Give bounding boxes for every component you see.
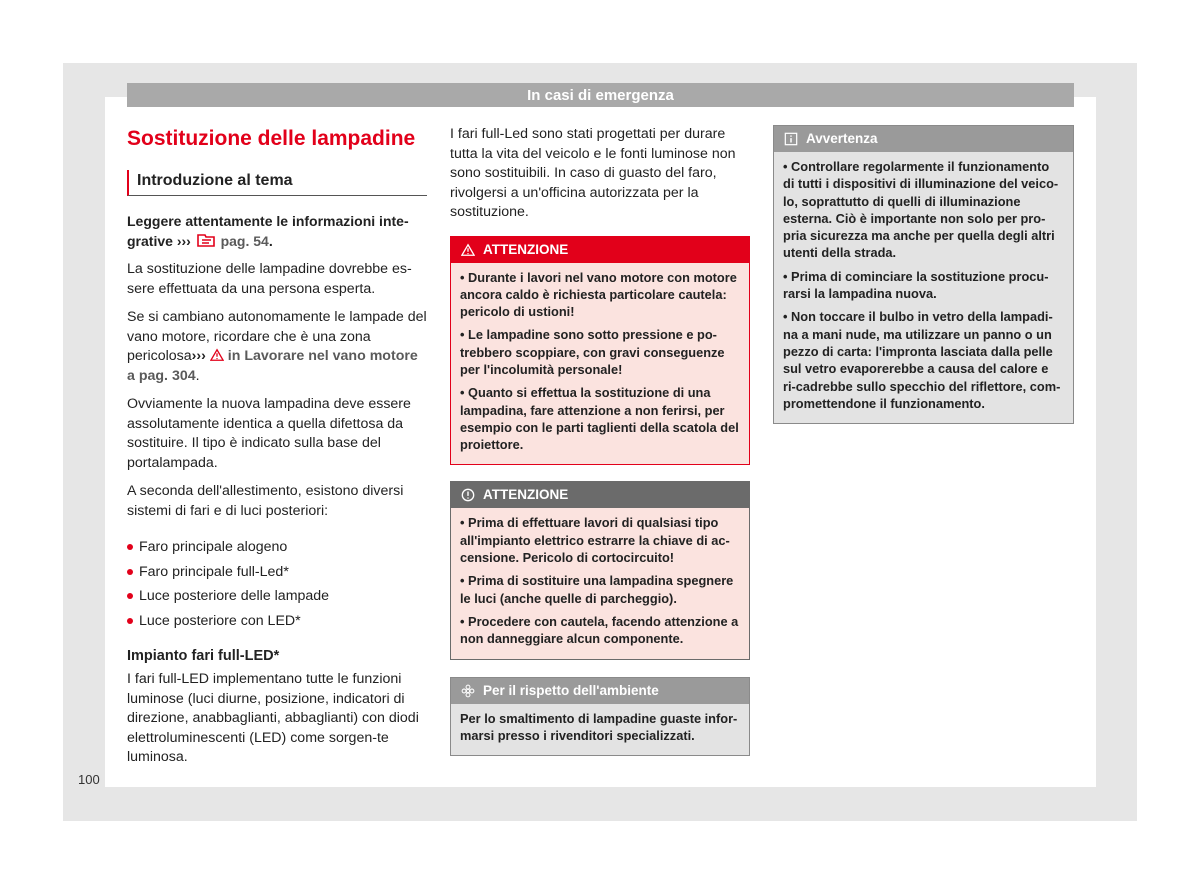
warning-header: ATTENZIONE xyxy=(451,237,749,263)
warning-body xyxy=(451,508,749,658)
warning-item: • Prima di effettuare lavori di qualsiasi tipo all'impianto elettrico estrarre la chiave di ac-censione. Pericolo di cortocircuito! xyxy=(460,514,740,566)
section-header: In casi di emergenza xyxy=(127,83,1074,107)
warning-box-electric xyxy=(450,481,750,659)
exclamation-circle-icon xyxy=(461,488,475,502)
list-item: Faro principale alogeno xyxy=(127,535,427,560)
warning-triangle-icon xyxy=(461,243,475,257)
note-item: • Non toccare il bulbo in vetro della lampadi-na a mani nude, ma utilizzare un panno o un pezzo di carta: l'impronta lasciata dalla pelle sul vetro evaporerebbe a causa del calore e ri-cadrebbe sullo specchio del riflettore, com-promettendone il funzionamento. xyxy=(783,308,1064,412)
reference-arrows: ››› xyxy=(176,232,191,249)
warning-item: • Prima di sostituire una lampadina spegnere le luci (anche quelle di parcheggio). xyxy=(460,572,740,607)
column-1 xyxy=(127,125,427,768)
minor-heading: Impianto fari full-LED* xyxy=(127,648,280,664)
page-title: Sostituzione delle lampadine xyxy=(127,127,416,150)
column-3 xyxy=(773,125,1074,424)
paragraph: A seconda dell'allestimento, esistono diversi sistemi di fari e di luci posteriori: xyxy=(127,483,404,519)
list-item: Luce posteriore con LED* xyxy=(127,609,427,634)
environment-body xyxy=(451,704,749,756)
warning-header: ATTENZIONE xyxy=(451,482,749,508)
environment-header: Per il rispetto dell'ambiente xyxy=(451,678,749,704)
note-item: • Prima di cominciare la sostituzione procu-rarsi la lampadina nuova. xyxy=(783,268,1064,303)
note-body xyxy=(774,152,1073,423)
list-item: Faro principale full-Led* xyxy=(127,560,427,585)
note-header: Avvertenza xyxy=(774,126,1073,152)
warning-triangle-icon xyxy=(210,348,224,362)
warning-box-burn xyxy=(450,236,750,466)
page-number: 100 xyxy=(78,772,100,787)
section-subtitle: Introduzione al tema xyxy=(127,170,427,196)
reference-link[interactable]: pag. 54 xyxy=(220,232,269,249)
intro-paragraph: I fari full-Led sono stati progettati per durare tutta la vita del veicolo e le fonti luminose non sono sostituibili. In caso di guasto del faro, rivolgersi a un'officina autorizzata per la sostituzione. xyxy=(450,126,736,220)
reference-link[interactable]: in Lavorare nel vano motore a pag. 304 xyxy=(127,348,418,384)
lamp-systems-list xyxy=(127,535,427,633)
list-item: Luce posteriore delle lampade xyxy=(127,584,427,609)
note-box xyxy=(773,125,1074,424)
note-item: • Controllare regolarmente il funzionamento di tutti i dispositivi di illuminazione del veico-lo, soprattutto di quelli di illuminazione esterna. Ciò è importante non solo per pro-pria sicurezza ma anche per quella degli altri utenti della strada. xyxy=(783,158,1064,262)
flower-icon xyxy=(461,684,475,698)
warning-item: • Durante i lavori nel vano motore con motore ancora caldo è richiesta particolare cautela: pericolo di ustioni! xyxy=(460,269,740,321)
paragraph: I fari full-LED implementano tutte le funzioni luminose (luci diurne, posizione, indicatori di direzione, anabbaglianti, abbaglianti) con diodi elettroluminescenti (LED) come sorgen-te luminosa. xyxy=(127,671,419,765)
book-reference-icon xyxy=(195,232,217,248)
column-2 xyxy=(450,125,750,756)
lead-paragraph: Leggere attentamente le informazioni inte-grative ››› pag. 54. xyxy=(127,213,409,249)
info-icon xyxy=(784,132,798,146)
paragraph: Ovviamente la nuova lampadina deve essere assolutamente identica a quella difettosa da sostituire. Il tipo è indicato sulla base del portalampada. xyxy=(127,396,411,471)
paragraph: Se si cambiano autonomamente le lampade del vano motore, ricordare che è una zona pericolosa››› in Lavorare nel vano motore a pag. 304. xyxy=(127,309,427,384)
reference-arrows: ››› xyxy=(191,348,206,364)
warning-item: • Quanto si effettua la sostituzione di una lampadina, fare attenzione a non ferirsi, per esempio con le parti taglienti della scatola del proiettore. xyxy=(460,384,740,453)
paragraph: La sostituzione delle lampadine dovrebbe es-sere effettuata da una persona esperta. xyxy=(127,261,412,297)
warning-body xyxy=(451,263,749,465)
environment-text: Per lo smaltimento di lampadine guaste infor-marsi presso i rivenditori specializzati. xyxy=(460,710,738,743)
warning-item: • Le lampadine sono sotto pressione e po-trebbero scoppiare, con gravi conseguenze per l'incolumità personale! xyxy=(460,326,740,378)
warning-item: • Procedere con cautela, facendo attenzione a non danneggiare alcun componente. xyxy=(460,613,740,648)
environment-box xyxy=(450,677,750,757)
